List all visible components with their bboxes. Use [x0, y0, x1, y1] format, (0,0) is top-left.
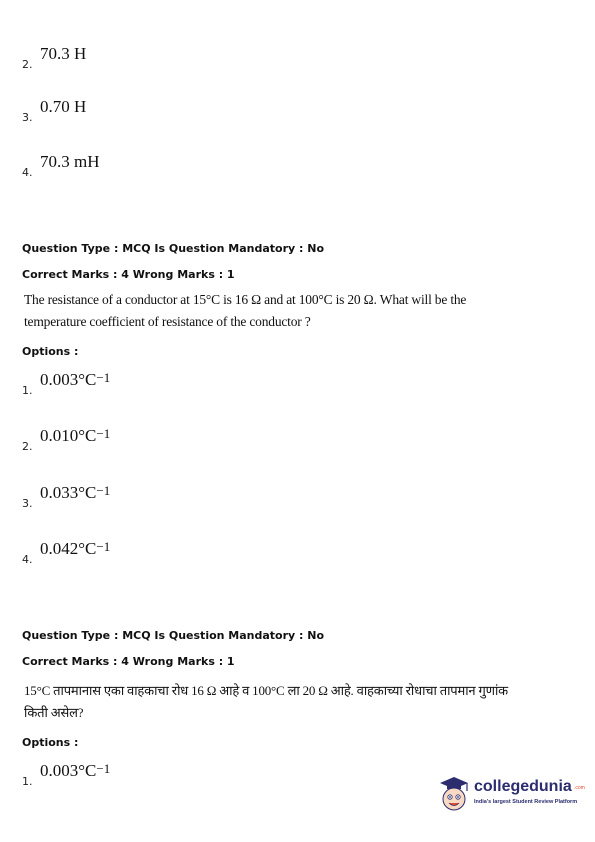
option-number: 4. [22, 553, 33, 566]
question-text [24, 680, 508, 724]
question-text-line: किती असेल? [24, 705, 84, 720]
logo-wordmark: collegedunia [474, 778, 572, 795]
marks-line: Correct Marks : 4 Wrong Marks : 1 [22, 268, 235, 281]
question-text [24, 289, 484, 333]
marks-line: Correct Marks : 4 Wrong Marks : 1 [22, 655, 235, 668]
option-number: 2. [22, 440, 33, 453]
option-value: 0.70 H [40, 97, 87, 116]
option-value: $0.003^\circ C^{-1}$ [40, 370, 111, 389]
question-text-line: temperature coefficient of resistance of the conductor ? [24, 314, 311, 329]
option-number: 1. [22, 384, 33, 397]
option-number: 3. [22, 497, 33, 510]
logo-tld: .com [574, 785, 585, 791]
option-value: $0.010^\circ C^{-1}$ [40, 426, 111, 445]
question-type-line: Question Type : MCQ Is Question Mandatory : No [22, 629, 325, 642]
mascot-icon [436, 774, 472, 816]
option-number: 4. [22, 166, 33, 179]
options-label: Options : [22, 736, 79, 749]
option-number: 3. [22, 111, 33, 124]
question-text-line: 15°C तापमानास एका वाहकाचा रोध 16 Ω आहे व 100°C ला 20 Ω आहे. वाहकाच्या रोधाचा तापमान गुणांक [24, 683, 508, 698]
option-value: $0.003^\circ C^{-1}$ [40, 761, 111, 780]
collegedunia-logo [436, 774, 585, 818]
option-value: 70.3 H [40, 44, 87, 63]
options-label: Options : [22, 345, 79, 358]
option-number: 1. [22, 775, 33, 788]
option-value: $0.033^\circ C^{-1}$ [40, 483, 111, 502]
option-number: 2. [22, 58, 33, 71]
question-type-line: Question Type : MCQ Is Question Mandatory : No [22, 242, 325, 255]
option-value: $0.042^\circ C^{-1}$ [40, 539, 111, 558]
option-value: 70.3 mH [40, 152, 100, 171]
logo-tagline: India's largest Student Review Platform [474, 799, 578, 805]
question-text-line: The resistance of a conductor at 15°C is 16 Ω and at 100°C is 20 Ω. What will be the [24, 292, 467, 307]
